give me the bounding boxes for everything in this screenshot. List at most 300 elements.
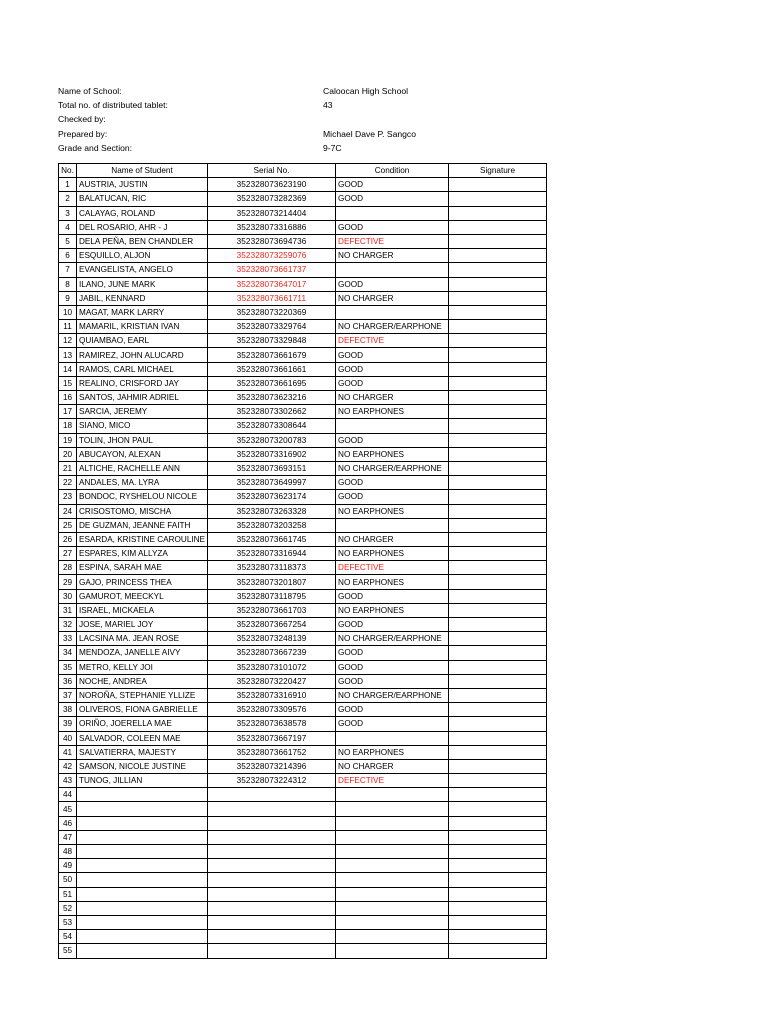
table-row xyxy=(59,774,547,788)
grade-label: Grade and Section: xyxy=(58,142,133,153)
signature-cell xyxy=(449,845,547,859)
student-name-cell xyxy=(77,845,208,859)
condition-cell xyxy=(336,518,449,532)
student-name-cell xyxy=(77,887,208,901)
table-row xyxy=(59,575,547,589)
student-name-cell: OLIVEROS, FIONA GABRIELLE xyxy=(77,703,208,717)
table-row xyxy=(59,433,547,447)
signature-cell xyxy=(449,561,547,575)
row-number-cell: 17 xyxy=(59,405,77,419)
table-row xyxy=(59,731,547,745)
serial-number-cell: 352328073220427 xyxy=(208,674,336,688)
row-number-cell: 3 xyxy=(59,206,77,220)
condition-cell xyxy=(336,731,449,745)
row-number-cell: 27 xyxy=(59,547,77,561)
serial-number-cell xyxy=(208,845,336,859)
signature-cell xyxy=(449,915,547,929)
signature-cell xyxy=(449,178,547,192)
row-number-cell: 42 xyxy=(59,759,77,773)
student-name-cell: ESPINA, SARAH MAE xyxy=(77,561,208,575)
total-value: 43 xyxy=(323,100,333,111)
table-row xyxy=(59,376,547,390)
serial-number-cell: 352328073661711 xyxy=(208,291,336,305)
serial-number-cell: 352328073214396 xyxy=(208,759,336,773)
signature-cell xyxy=(449,745,547,759)
condition-cell: GOOD xyxy=(336,178,449,192)
table-row xyxy=(59,901,547,915)
condition-cell: GOOD xyxy=(336,660,449,674)
student-name-cell xyxy=(77,901,208,915)
table-row xyxy=(59,391,547,405)
signature-cell xyxy=(449,901,547,915)
header-signature: Signature xyxy=(449,164,547,178)
signature-cell xyxy=(449,674,547,688)
total-label: Total no. of distributed tablet: xyxy=(58,100,168,111)
condition-cell: NO EARPHONES xyxy=(336,447,449,461)
condition-cell: GOOD xyxy=(336,490,449,504)
serial-number-cell: 352328073667254 xyxy=(208,618,336,632)
serial-number-cell: 352328073647017 xyxy=(208,277,336,291)
student-name-cell: JABIL, KENNARD xyxy=(77,291,208,305)
grade-value: 9-7C xyxy=(323,142,342,153)
info-row-checked xyxy=(58,112,538,126)
serial-number-cell: 352328073302662 xyxy=(208,405,336,419)
serial-number-cell: 352328073203258 xyxy=(208,518,336,532)
student-name-cell: ORIÑO, JOERELLA MAE xyxy=(77,717,208,731)
condition-cell xyxy=(336,802,449,816)
row-number-cell: 44 xyxy=(59,788,77,802)
table-row xyxy=(59,320,547,334)
table-row xyxy=(59,759,547,773)
table-row xyxy=(59,532,547,546)
row-number-cell: 38 xyxy=(59,703,77,717)
header-serial: Serial No. xyxy=(208,164,336,178)
student-name-cell: RAMIREZ, JOHN ALUCARD xyxy=(77,348,208,362)
serial-number-cell: 352328073661679 xyxy=(208,348,336,362)
table-row xyxy=(59,816,547,830)
signature-cell xyxy=(449,348,547,362)
condition-cell xyxy=(336,930,449,944)
info-row-prepared xyxy=(58,127,538,141)
condition-cell: GOOD xyxy=(336,192,449,206)
table-row xyxy=(59,845,547,859)
condition-cell: NO EARPHONES xyxy=(336,504,449,518)
condition-cell xyxy=(336,944,449,958)
row-number-cell: 48 xyxy=(59,845,77,859)
table-row xyxy=(59,178,547,192)
serial-number-cell: 352328073661703 xyxy=(208,603,336,617)
row-number-cell: 16 xyxy=(59,391,77,405)
condition-cell: GOOD xyxy=(336,220,449,234)
condition-cell: NO EARPHONES xyxy=(336,547,449,561)
row-number-cell: 50 xyxy=(59,873,77,887)
row-number-cell: 41 xyxy=(59,745,77,759)
row-number-cell: 13 xyxy=(59,348,77,362)
signature-cell xyxy=(449,688,547,702)
student-name-cell: MAMARIL, KRISTIAN IVAN xyxy=(77,320,208,334)
condition-cell: GOOD xyxy=(336,376,449,390)
condition-cell xyxy=(336,206,449,220)
serial-number-cell: 352328073259076 xyxy=(208,249,336,263)
signature-cell xyxy=(449,192,547,206)
row-number-cell: 51 xyxy=(59,887,77,901)
row-number-cell: 25 xyxy=(59,518,77,532)
student-name-cell: NOCHE, ANDREA xyxy=(77,674,208,688)
condition-cell: NO EARPHONES xyxy=(336,405,449,419)
row-number-cell: 7 xyxy=(59,263,77,277)
serial-number-cell: 352328073220369 xyxy=(208,305,336,319)
serial-number-cell: 352328073667239 xyxy=(208,646,336,660)
signature-cell xyxy=(449,632,547,646)
serial-number-cell: 352328073661661 xyxy=(208,362,336,376)
row-number-cell: 36 xyxy=(59,674,77,688)
row-number-cell: 54 xyxy=(59,930,77,944)
table-body xyxy=(59,178,547,958)
condition-cell: GOOD xyxy=(336,717,449,731)
table-row xyxy=(59,802,547,816)
signature-cell xyxy=(449,234,547,248)
condition-cell: GOOD xyxy=(336,433,449,447)
serial-number-cell: 352328073329764 xyxy=(208,320,336,334)
table-row xyxy=(59,703,547,717)
row-number-cell: 31 xyxy=(59,603,77,617)
table-row xyxy=(59,277,547,291)
condition-cell: NO CHARGER/EARPHONE xyxy=(336,320,449,334)
signature-cell xyxy=(449,362,547,376)
condition-cell: NO CHARGER xyxy=(336,759,449,773)
signature-cell xyxy=(449,405,547,419)
row-number-cell: 11 xyxy=(59,320,77,334)
signature-cell xyxy=(449,816,547,830)
condition-cell: GOOD xyxy=(336,589,449,603)
signature-cell xyxy=(449,461,547,475)
table-row xyxy=(59,461,547,475)
row-number-cell: 23 xyxy=(59,490,77,504)
signature-cell xyxy=(449,660,547,674)
table-row xyxy=(59,249,547,263)
condition-cell: GOOD xyxy=(336,476,449,490)
signature-cell xyxy=(449,731,547,745)
serial-number-cell xyxy=(208,887,336,901)
header-no: No. xyxy=(59,164,77,178)
student-name-cell: SARCIA, JEREMY xyxy=(77,405,208,419)
student-name-cell: CALAYAG, ROLAND xyxy=(77,206,208,220)
signature-cell xyxy=(449,589,547,603)
row-number-cell: 37 xyxy=(59,688,77,702)
row-number-cell: 35 xyxy=(59,660,77,674)
row-number-cell: 28 xyxy=(59,561,77,575)
row-number-cell: 45 xyxy=(59,802,77,816)
info-row-school xyxy=(58,84,538,98)
table-row xyxy=(59,632,547,646)
table-row xyxy=(59,192,547,206)
signature-cell xyxy=(449,703,547,717)
row-number-cell: 33 xyxy=(59,632,77,646)
serial-number-cell: 352328073316944 xyxy=(208,547,336,561)
table-row xyxy=(59,504,547,518)
student-name-cell: ESQUILLO, ALJON xyxy=(77,249,208,263)
header-name: Name of Student xyxy=(77,164,208,178)
signature-cell xyxy=(449,447,547,461)
signature-cell xyxy=(449,547,547,561)
signature-cell xyxy=(449,305,547,319)
student-name-cell xyxy=(77,802,208,816)
serial-number-cell: 352328073101072 xyxy=(208,660,336,674)
condition-cell xyxy=(336,915,449,929)
condition-cell: GOOD xyxy=(336,277,449,291)
table-row xyxy=(59,476,547,490)
serial-number-cell: 352328073661695 xyxy=(208,376,336,390)
table-header-row xyxy=(59,164,547,178)
condition-cell xyxy=(336,263,449,277)
condition-cell: NO CHARGER/EARPHONE xyxy=(336,688,449,702)
table-row xyxy=(59,646,547,660)
condition-cell: DEFECTIVE xyxy=(336,234,449,248)
condition-cell: GOOD xyxy=(336,703,449,717)
condition-cell xyxy=(336,901,449,915)
serial-number-cell xyxy=(208,830,336,844)
signature-cell xyxy=(449,759,547,773)
student-name-cell: ESPARES, KIM ALLYZA xyxy=(77,547,208,561)
row-number-cell: 43 xyxy=(59,774,77,788)
signature-cell xyxy=(449,206,547,220)
signature-cell xyxy=(449,220,547,234)
row-number-cell: 4 xyxy=(59,220,77,234)
condition-cell xyxy=(336,419,449,433)
table-row xyxy=(59,930,547,944)
signature-cell xyxy=(449,277,547,291)
student-name-cell: NOROÑA, STEPHANIE YLLIZE xyxy=(77,688,208,702)
student-name-cell xyxy=(77,830,208,844)
condition-cell xyxy=(336,887,449,901)
student-name-cell: TUNOG, JILLIAN xyxy=(77,774,208,788)
condition-cell: DEFECTIVE xyxy=(336,774,449,788)
student-name-cell: TOLIN, JHON PAUL xyxy=(77,433,208,447)
condition-cell xyxy=(336,788,449,802)
serial-number-cell: 352328073263328 xyxy=(208,504,336,518)
student-name-cell: SALVATIERRA, MAJESTY xyxy=(77,745,208,759)
info-row-grade xyxy=(58,141,538,155)
signature-cell xyxy=(449,646,547,660)
student-name-cell: AUSTRIA, JUSTIN xyxy=(77,178,208,192)
row-number-cell: 19 xyxy=(59,433,77,447)
row-number-cell: 5 xyxy=(59,234,77,248)
condition-cell: NO EARPHONES xyxy=(336,575,449,589)
serial-number-cell xyxy=(208,788,336,802)
condition-cell xyxy=(336,859,449,873)
student-name-cell: ANDALES, MA. LYRA xyxy=(77,476,208,490)
serial-number-cell: 352328073316902 xyxy=(208,447,336,461)
serial-number-cell: 352328073694736 xyxy=(208,234,336,248)
signature-cell xyxy=(449,391,547,405)
row-number-cell: 53 xyxy=(59,915,77,929)
row-number-cell: 26 xyxy=(59,532,77,546)
condition-cell: NO CHARGER xyxy=(336,532,449,546)
table-row xyxy=(59,589,547,603)
serial-number-cell: 352328073308644 xyxy=(208,419,336,433)
row-number-cell: 22 xyxy=(59,476,77,490)
serial-number-cell: 352328073282369 xyxy=(208,192,336,206)
condition-cell: NO EARPHONES xyxy=(336,603,449,617)
signature-cell xyxy=(449,887,547,901)
row-number-cell: 39 xyxy=(59,717,77,731)
table-row xyxy=(59,206,547,220)
student-name-cell: ESARDA, KRISTINE CAROULINE xyxy=(77,532,208,546)
student-name-cell: SAMSON, NICOLE JUSTINE xyxy=(77,759,208,773)
signature-cell xyxy=(449,518,547,532)
table-row xyxy=(59,944,547,958)
serial-number-cell: 352328073649997 xyxy=(208,476,336,490)
row-number-cell: 20 xyxy=(59,447,77,461)
signature-cell xyxy=(449,802,547,816)
row-number-cell: 14 xyxy=(59,362,77,376)
signature-cell xyxy=(449,291,547,305)
prepared-value: Michael Dave P. Sangco xyxy=(323,128,416,139)
serial-number-cell: 352328073638578 xyxy=(208,717,336,731)
signature-cell xyxy=(449,575,547,589)
serial-number-cell: 352328073623174 xyxy=(208,490,336,504)
row-number-cell: 21 xyxy=(59,461,77,475)
table-row xyxy=(59,263,547,277)
table-row xyxy=(59,915,547,929)
table-row xyxy=(59,717,547,731)
table-row xyxy=(59,603,547,617)
signature-cell xyxy=(449,618,547,632)
condition-cell xyxy=(336,816,449,830)
student-name-cell: EVANGELISTA, ANGELO xyxy=(77,263,208,277)
table-row xyxy=(59,348,547,362)
serial-number-cell: 352328073309576 xyxy=(208,703,336,717)
serial-number-cell: 352328073667197 xyxy=(208,731,336,745)
table-row xyxy=(59,305,547,319)
serial-number-cell xyxy=(208,930,336,944)
table-row xyxy=(59,788,547,802)
student-name-cell: GAJO, PRINCESS THEA xyxy=(77,575,208,589)
student-name-cell: METRO, KELLY JOI xyxy=(77,660,208,674)
student-name-cell: REALINO, CRISFORD JAY xyxy=(77,376,208,390)
school-label: Name of School: xyxy=(58,86,122,96)
row-number-cell: 9 xyxy=(59,291,77,305)
signature-cell xyxy=(449,334,547,348)
condition-cell xyxy=(336,845,449,859)
table-row xyxy=(59,518,547,532)
table-row xyxy=(59,873,547,887)
student-name-cell: MAGAT, MARK LARRY xyxy=(77,305,208,319)
serial-number-cell: 352328073623190 xyxy=(208,178,336,192)
condition-cell: GOOD xyxy=(336,646,449,660)
tablet-distribution-table xyxy=(58,163,547,959)
serial-number-cell: 352328073329848 xyxy=(208,334,336,348)
signature-cell xyxy=(449,944,547,958)
student-name-cell: ILANO, JUNE MARK xyxy=(77,277,208,291)
condition-cell xyxy=(336,830,449,844)
serial-number-cell: 352328073201807 xyxy=(208,575,336,589)
row-number-cell: 6 xyxy=(59,249,77,263)
row-number-cell: 52 xyxy=(59,901,77,915)
table-row xyxy=(59,334,547,348)
table-row xyxy=(59,660,547,674)
serial-number-cell: 352328073118795 xyxy=(208,589,336,603)
signature-cell xyxy=(449,249,547,263)
info-row-total xyxy=(58,98,538,112)
student-name-cell xyxy=(77,859,208,873)
signature-cell xyxy=(449,859,547,873)
serial-number-cell: 352328073661745 xyxy=(208,532,336,546)
student-name-cell xyxy=(77,873,208,887)
signature-cell xyxy=(449,603,547,617)
student-name-cell xyxy=(77,944,208,958)
table-row xyxy=(59,419,547,433)
student-name-cell xyxy=(77,930,208,944)
student-name-cell: ALTICHE, RACHELLE ANN xyxy=(77,461,208,475)
row-number-cell: 30 xyxy=(59,589,77,603)
student-name-cell xyxy=(77,915,208,929)
condition-cell xyxy=(336,873,449,887)
signature-cell xyxy=(449,320,547,334)
student-name-cell: SALVADOR, COLEEN MAE xyxy=(77,731,208,745)
condition-cell: GOOD xyxy=(336,362,449,376)
row-number-cell: 32 xyxy=(59,618,77,632)
student-name-cell: CRISOSTOMO, MISCHA xyxy=(77,504,208,518)
student-name-cell xyxy=(77,788,208,802)
signature-cell xyxy=(449,263,547,277)
serial-number-cell: 352328073214404 xyxy=(208,206,336,220)
serial-number-cell: 352328073623216 xyxy=(208,391,336,405)
serial-number-cell xyxy=(208,915,336,929)
serial-number-cell: 352328073200783 xyxy=(208,433,336,447)
school-value: Caloocan High School xyxy=(323,86,409,96)
signature-cell xyxy=(449,532,547,546)
serial-number-cell: 352328073248139 xyxy=(208,632,336,646)
signature-cell xyxy=(449,490,547,504)
student-name-cell: BONDOC, RYSHELOU NICOLE xyxy=(77,490,208,504)
student-name-cell: MENDOZA, JANELLE AIVY xyxy=(77,646,208,660)
student-name-cell: SANTOS, JAHMIR ADRIEL xyxy=(77,391,208,405)
table-row xyxy=(59,547,547,561)
table-row xyxy=(59,561,547,575)
prepared-label: Prepared by: xyxy=(58,128,108,139)
signature-cell xyxy=(449,930,547,944)
table-row xyxy=(59,362,547,376)
row-number-cell: 18 xyxy=(59,419,77,433)
signature-cell xyxy=(449,830,547,844)
condition-cell: NO CHARGER/EARPHONE xyxy=(336,461,449,475)
serial-number-cell xyxy=(208,802,336,816)
serial-number-cell: 352328073661737 xyxy=(208,263,336,277)
student-name-cell: GAMUROT, MEECKYL xyxy=(77,589,208,603)
student-name-cell: LACSINA MA. JEAN ROSE xyxy=(77,632,208,646)
signature-cell xyxy=(449,788,547,802)
row-number-cell: 1 xyxy=(59,178,77,192)
table-row xyxy=(59,887,547,901)
condition-cell: NO CHARGER xyxy=(336,249,449,263)
signature-cell xyxy=(449,376,547,390)
table-row xyxy=(59,618,547,632)
student-name-cell: RAMOS, CARL MICHAEL xyxy=(77,362,208,376)
signature-cell xyxy=(449,774,547,788)
table-row xyxy=(59,745,547,759)
signature-cell xyxy=(449,717,547,731)
row-number-cell: 40 xyxy=(59,731,77,745)
signature-cell xyxy=(449,433,547,447)
condition-cell: GOOD xyxy=(336,674,449,688)
signature-cell xyxy=(449,873,547,887)
condition-cell: GOOD xyxy=(336,618,449,632)
serial-number-cell xyxy=(208,944,336,958)
signature-cell xyxy=(449,476,547,490)
row-number-cell: 49 xyxy=(59,859,77,873)
serial-number-cell xyxy=(208,816,336,830)
